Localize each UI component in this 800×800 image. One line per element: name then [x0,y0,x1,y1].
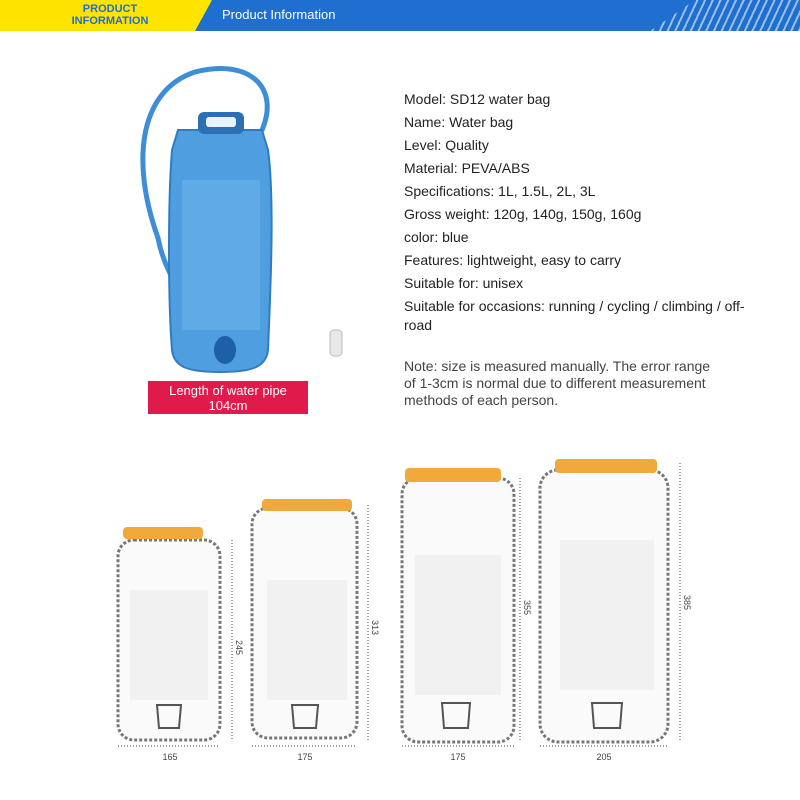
bag-diagram-2 [252,499,368,746]
spec-features: Features: lightweight, easy to carry [404,252,622,268]
spec-gross-weight: Gross weight: 120g, 140g, 150g, 160g [404,206,642,222]
spec-specifications: Specifications: 1L, 1.5L, 2L, 3L [404,183,596,199]
bag-3-height: 355 [522,600,532,616]
bag-diagram-4 [540,459,680,746]
badge-line1: PRODUCT [82,3,138,15]
badge-line2: INFORMATION [71,15,149,27]
bag-2-width: 175 [297,752,313,762]
bag-2-height: 313 [370,620,380,636]
spec-level: Level: Quality [404,137,489,153]
pipe-label-line2: 104cm [208,398,248,413]
bag-4-height: 385 [682,595,692,611]
pipe-label-line1: Length of water pipe [169,383,287,398]
bag-1-height: 245 [234,640,244,656]
header-title: Product Information [222,7,336,22]
spec-material: Material: PEVA/ABS [404,160,530,176]
pipe-length-label [148,381,308,414]
bag-diagram-1 [118,527,232,746]
bag-1-width: 165 [162,752,178,762]
spec-name: Name: Water bag [404,114,514,130]
spec-list [404,88,764,333]
bag-3-width: 175 [450,752,466,762]
bite-valve-icon [214,336,236,364]
bag-4-width: 205 [596,752,612,762]
measurement-note: Note: size is measured manually. The error range of 1-3cm is normal due to different measurement methods of each person. [404,358,711,408]
bag-label-area [182,180,260,330]
spec-color: color: blue [404,229,469,245]
spec-suitable-for: Suitable for: unisex [404,275,524,291]
spec-model: Model: SD12 water bag [404,91,551,107]
bag-diagram-3 [402,468,520,746]
spec-occasions: Suitable for occasions: running / cycling / climbing / off-road [404,298,745,333]
